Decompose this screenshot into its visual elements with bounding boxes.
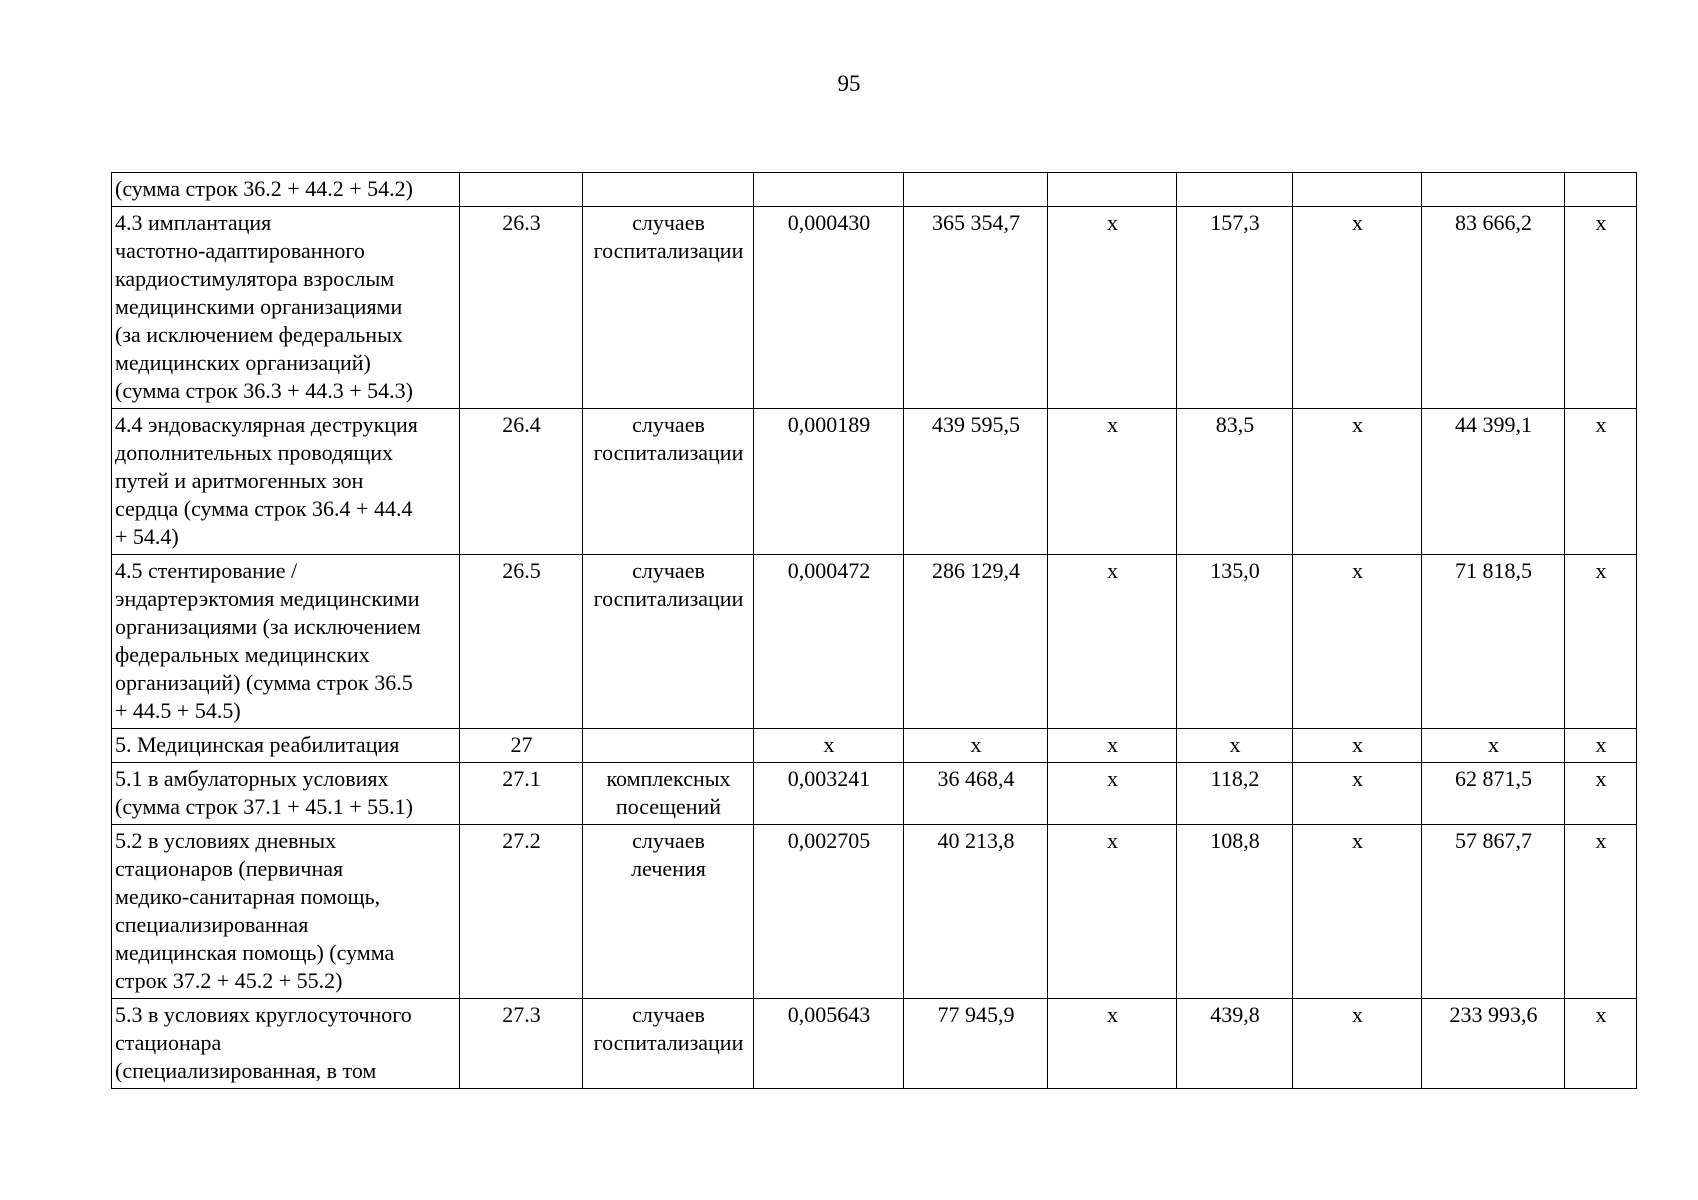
row-col8-cell	[1293, 173, 1422, 207]
row-col8-cell: х	[1293, 825, 1422, 999]
row-col7-cell: 157,3	[1177, 207, 1293, 409]
row-col6-cell: х	[1048, 207, 1177, 409]
table-row	[112, 999, 1637, 1089]
row-name-cell: 5.2 в условиях дневных стационаров (первичная медико-санитарная помощь, специализированная медицинская помощь) (сумма строк 37.2 + 45.2 + 55.2)	[112, 825, 460, 999]
row-col8-cell: х	[1293, 555, 1422, 729]
table-row	[112, 173, 1637, 207]
row-col7-cell	[1177, 173, 1293, 207]
row-col6-cell: х	[1048, 409, 1177, 555]
row-norm-cost-cell: 439 595,5	[904, 409, 1048, 555]
row-col10-cell: х	[1565, 763, 1637, 825]
row-col7-cell: х	[1177, 729, 1293, 763]
row-col6-cell: х	[1048, 763, 1177, 825]
row-code-cell	[460, 173, 583, 207]
row-norm-cost-cell: 36 468,4	[904, 763, 1048, 825]
row-unit-cell: случаев госпитализации	[583, 409, 754, 555]
row-col7-cell: 135,0	[1177, 555, 1293, 729]
row-col7-cell: 439,8	[1177, 999, 1293, 1089]
row-col8-cell: х	[1293, 763, 1422, 825]
table-row	[112, 763, 1637, 825]
row-col9-cell: 83 666,2	[1422, 207, 1565, 409]
row-col9-cell	[1422, 173, 1565, 207]
row-col7-cell: 83,5	[1177, 409, 1293, 555]
row-name-cell: 4.4 эндоваскулярная деструкция дополнительных проводящих путей и аритмогенных зон сердца (сумма строк 36.4 + 44.4 + 54.4)	[112, 409, 460, 555]
norms-table	[111, 172, 1637, 1089]
row-unit-cell: случаев госпитализации	[583, 207, 754, 409]
row-name-cell: (сумма строк 36.2 + 44.2 + 54.2)	[112, 173, 460, 207]
row-col9-cell: 233 993,6	[1422, 999, 1565, 1089]
row-col7-cell: 118,2	[1177, 763, 1293, 825]
row-col8-cell: х	[1293, 207, 1422, 409]
row-norm-volume-cell: 0,000189	[754, 409, 904, 555]
row-code-cell: 27.2	[460, 825, 583, 999]
table-row	[112, 825, 1637, 999]
row-norm-cost-cell: 286 129,4	[904, 555, 1048, 729]
page-number: 95	[837, 71, 861, 96]
table-row	[112, 729, 1637, 763]
row-norm-cost-cell: 40 213,8	[904, 825, 1048, 999]
row-col9-cell: 71 818,5	[1422, 555, 1565, 729]
row-name-cell: 4.5 стентирование / эндартерэктомия медицинскими организациями (за исключением федеральных медицинских организаций) (сумма строк 36.5 + 44.5 + 54.5)	[112, 555, 460, 729]
row-norm-volume-cell: 0,005643	[754, 999, 904, 1089]
row-code-cell: 26.4	[460, 409, 583, 555]
row-unit-cell: случаев госпитализации	[583, 555, 754, 729]
table-row	[112, 555, 1637, 729]
row-norm-volume-cell	[754, 173, 904, 207]
row-col6-cell: х	[1048, 999, 1177, 1089]
row-col10-cell	[1565, 173, 1637, 207]
row-code-cell: 27	[460, 729, 583, 763]
row-col6-cell: х	[1048, 555, 1177, 729]
row-norm-cost-cell: 365 354,7	[904, 207, 1048, 409]
row-col10-cell: х	[1565, 999, 1637, 1089]
row-unit-cell	[583, 729, 754, 763]
row-unit-cell: случаев лечения	[583, 825, 754, 999]
row-col10-cell: х	[1565, 207, 1637, 409]
row-unit-cell	[583, 173, 754, 207]
row-norm-cost-cell: 77 945,9	[904, 999, 1048, 1089]
row-code-cell: 27.1	[460, 763, 583, 825]
row-col6-cell	[1048, 173, 1177, 207]
row-code-cell: 27.3	[460, 999, 583, 1089]
row-norm-cost-cell	[904, 173, 1048, 207]
row-col7-cell: 108,8	[1177, 825, 1293, 999]
table-row	[112, 409, 1637, 555]
row-name-cell: 5.3 в условиях круглосуточного стационара (специализированная, в том	[112, 999, 460, 1089]
row-col9-cell: 57 867,7	[1422, 825, 1565, 999]
row-norm-volume-cell: 0,002705	[754, 825, 904, 999]
row-norm-volume-cell: 0,000430	[754, 207, 904, 409]
row-unit-cell: комплексных посещений	[583, 763, 754, 825]
row-norm-cost-cell: х	[904, 729, 1048, 763]
row-norm-volume-cell: 0,003241	[754, 763, 904, 825]
row-col8-cell: х	[1293, 729, 1422, 763]
row-col9-cell: 62 871,5	[1422, 763, 1565, 825]
row-col8-cell: х	[1293, 999, 1422, 1089]
row-col9-cell: х	[1422, 729, 1565, 763]
row-col10-cell: х	[1565, 555, 1637, 729]
row-name-cell: 5.1 в амбулаторных условиях (сумма строк 37.1 + 45.1 + 55.1)	[112, 763, 460, 825]
row-code-cell: 26.3	[460, 207, 583, 409]
row-col8-cell: х	[1293, 409, 1422, 555]
row-col10-cell: х	[1565, 729, 1637, 763]
row-unit-cell: случаев госпитализации	[583, 999, 754, 1089]
row-name-cell: 5. Медицинская реабилитация	[112, 729, 460, 763]
table-row	[112, 207, 1637, 409]
row-norm-volume-cell: х	[754, 729, 904, 763]
row-name-cell: 4.3 имплантация частотно-адаптированного кардиостимулятора взрослым медицинскими организациями (за исключением федеральных медицинских организаций) (сумма строк 36.3 + 44.3 + 54.3)	[112, 207, 460, 409]
row-col10-cell: х	[1565, 409, 1637, 555]
row-norm-volume-cell: 0,000472	[754, 555, 904, 729]
row-col6-cell: х	[1048, 729, 1177, 763]
row-col9-cell: 44 399,1	[1422, 409, 1565, 555]
row-col10-cell: х	[1565, 825, 1637, 999]
row-code-cell: 26.5	[460, 555, 583, 729]
row-col6-cell: х	[1048, 825, 1177, 999]
